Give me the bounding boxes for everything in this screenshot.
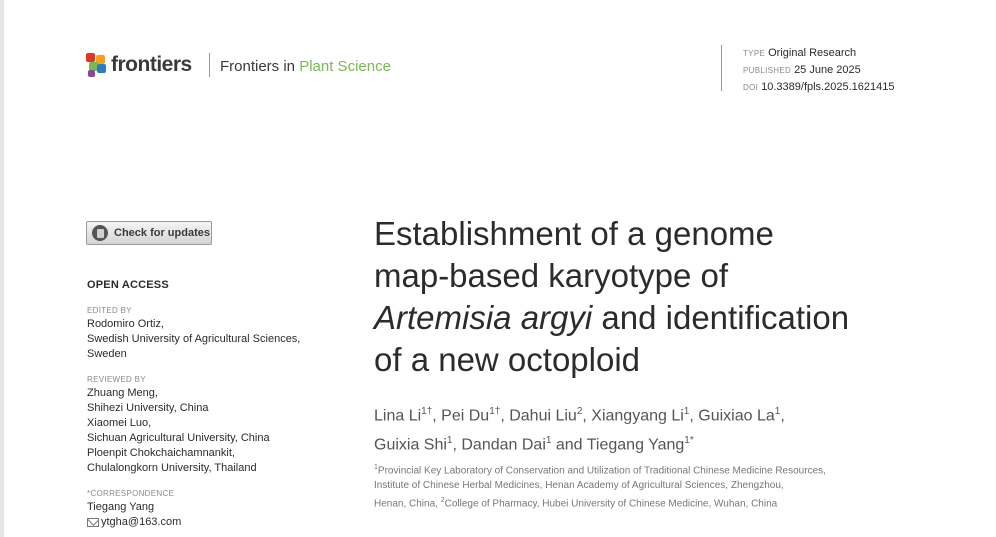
editor-line: Sweden: [87, 348, 127, 360]
author-name[interactable]: Dahui Liu: [509, 407, 577, 425]
affiliation-line: Provincial Key Laboratory of Conservation and Utilization of Traditional Chinese Medicine Resources,: [377, 465, 826, 477]
meta-published-value: 25 June 2025: [794, 64, 861, 76]
reviewed-by-label: REVIEWED BY: [87, 375, 146, 384]
affiliation-line: Henan, China,: [374, 498, 441, 510]
reviewer-line: Zhuang Meng,: [87, 387, 158, 399]
header-divider: [209, 53, 210, 77]
reviewer-line: Xiaomei Luo,: [87, 417, 152, 429]
correspondence-section: [87, 488, 337, 530]
author-affiliation: 1*: [684, 435, 694, 447]
author-affiliation: 1: [545, 435, 552, 447]
reviewer-line: Shihezi University, China: [87, 402, 209, 414]
reviewer-line: Sichuan Agricultural University, China: [87, 432, 270, 444]
author-name[interactable]: Pei Du: [441, 407, 490, 425]
title-species: Artemisia argyi: [374, 299, 593, 336]
meta-type: [743, 45, 894, 62]
author-name[interactable]: Guixiao La: [698, 407, 775, 425]
frontiers-logo-icon: [86, 53, 106, 77]
edited-by-section: [87, 305, 337, 362]
article-meta: [721, 45, 894, 91]
meta-type-label: TYPE: [743, 49, 766, 58]
open-access-label: OPEN ACCESS: [87, 279, 169, 291]
author-name[interactable]: Lina Li: [374, 407, 422, 425]
journal-name[interactable]: [220, 58, 391, 75]
article-title: [374, 213, 934, 381]
reviewer-line: Ploenpit Chokchaichamnankit,: [87, 447, 235, 459]
correspondence-label: *CORRESPONDENCE: [87, 489, 175, 498]
check-for-updates-button[interactable]: [86, 221, 212, 245]
author-affiliation: 1: [446, 435, 453, 447]
author-affiliation: 1†: [489, 406, 501, 417]
frontiers-logo[interactable]: [86, 52, 192, 78]
author-separator: ,: [582, 407, 592, 425]
journal-prefix: Frontiers in: [220, 58, 300, 75]
affiliations: [374, 460, 934, 512]
author-separator: ,: [500, 407, 510, 425]
title-line: and identification: [592, 299, 850, 336]
correspondence-name: Tiegang Yang: [87, 501, 155, 513]
title-line: map-based karyotype of: [374, 257, 729, 294]
author-separator: ,: [432, 407, 442, 425]
author-separator: ,: [452, 436, 462, 454]
edited-by-label: EDITED BY: [87, 306, 132, 315]
author-name[interactable]: Tiegang Yang: [586, 436, 685, 454]
author-separator: and: [551, 436, 587, 454]
meta-published-label: PUBLISHED: [743, 66, 792, 75]
reviewer-line: Chulalongkorn University, Thailand: [87, 462, 257, 474]
author-name[interactable]: Guixia Shi: [374, 436, 447, 454]
author-name[interactable]: Xiangyang Li: [591, 407, 684, 425]
correspondence-email[interactable]: ytgha@163.com: [101, 516, 182, 528]
meta-doi-label: DOI: [743, 83, 759, 92]
author-affiliation: 2: [576, 406, 583, 417]
reviewed-by-section: [87, 374, 337, 476]
editor-line: Rodomiro Ortiz,: [87, 318, 165, 330]
correspondence-email-row[interactable]: [87, 515, 337, 530]
envelope-icon: [87, 518, 99, 527]
bookmark-icon: [92, 225, 108, 241]
title-line: of a new octoploid: [374, 341, 641, 378]
author-affiliation: 1†: [421, 406, 433, 417]
author-list: [374, 399, 934, 458]
check-for-updates-label: Check for updates: [114, 227, 210, 239]
journal-section: Plant Science: [299, 58, 391, 75]
page-edge-strip: [0, 0, 4, 537]
affiliation-line: College of Pharmacy, Hubei University of Chinese Medicine, Wuhan, China: [444, 498, 778, 510]
editor-line: Swedish University of Agricultural Sciences,: [87, 333, 301, 345]
meta-published: [743, 62, 894, 79]
meta-doi-value[interactable]: 10.3389/fpls.2025.1621415: [761, 81, 895, 93]
meta-type-value: Original Research: [768, 47, 857, 59]
affiliation-line: Institute of Chinese Herbal Medicines, Henan Academy of Agricultural Sciences, Zhengzhou,: [374, 480, 784, 492]
author-affiliation: 1: [774, 406, 781, 417]
author-separator: ,: [780, 407, 785, 425]
meta-doi: [743, 79, 894, 96]
title-line: Establishment of a genome: [374, 215, 774, 252]
affiliation-marker: 1: [374, 464, 378, 471]
affiliation-marker: 2: [440, 497, 445, 505]
author-separator: ,: [689, 407, 699, 425]
author-affiliation: 1: [683, 406, 690, 417]
author-name[interactable]: Dandan Dai: [461, 436, 546, 454]
logo-wordmark: frontiers: [111, 53, 192, 76]
